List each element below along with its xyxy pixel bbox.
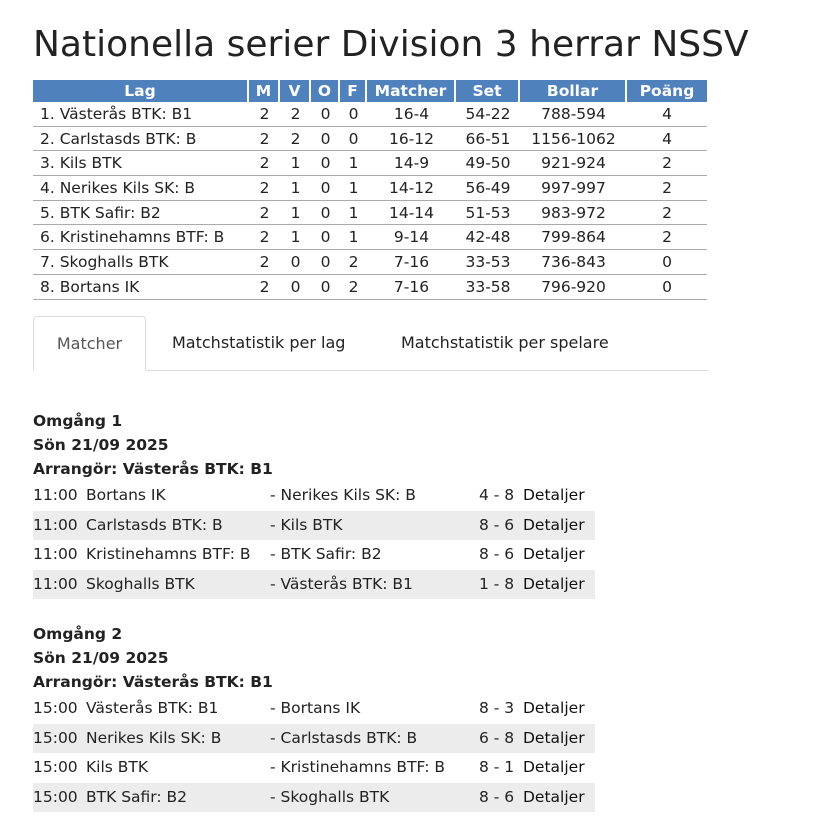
standings-cell-poang: 0 (627, 275, 707, 300)
match-time: 15:00 (33, 758, 78, 776)
standings-table (33, 80, 707, 300)
standings-cell-f: 1 (340, 176, 367, 201)
col-header-bollar[interactable]: Bollar (520, 80, 627, 102)
match-away-team: - Nerikes Kils SK: B (270, 486, 416, 504)
match-away-team: - Kristinehamns BTF: B (270, 758, 446, 776)
match-details-link[interactable]: Detaljer (523, 515, 585, 534)
round-section (33, 409, 595, 599)
standings-row[interactable] (33, 102, 707, 127)
standings-cell-f: 2 (340, 250, 367, 275)
standings-cell-v: 1 (280, 151, 311, 176)
standings-cell-v: 1 (280, 201, 311, 226)
standings-cell-matcher: 7-16 (367, 250, 456, 275)
standings-cell-set: 56-49 (456, 176, 520, 201)
col-header-poang[interactable]: Poäng (627, 80, 707, 102)
standings-cell-poang: 2 (627, 201, 707, 226)
standings-cell-matcher: 14-12 (367, 176, 456, 201)
standings-row[interactable] (33, 201, 707, 226)
standings-row[interactable] (33, 225, 707, 250)
standings-cell-lag[interactable]: 8. Bortans IK (33, 275, 249, 300)
standings-cell-f: 2 (340, 275, 367, 300)
match-row (33, 753, 595, 783)
match-details-link[interactable]: Detaljer (523, 574, 585, 593)
match-result: 1 - 8 (479, 574, 515, 593)
standings-cell-v: 2 (280, 127, 311, 152)
standings-cell-matcher: 7-16 (367, 275, 456, 300)
standings-cell-lag[interactable]: 2. Carlstasds BTK: B (33, 127, 249, 152)
match-time: 11:00 (33, 486, 78, 504)
match-home-team: Kils BTK (86, 758, 149, 776)
standings-cell-bollar: 983-972 (520, 201, 627, 226)
match-result: 8 - 3 (479, 699, 515, 717)
standings-cell-matcher: 14-14 (367, 201, 456, 226)
standings-cell-poang: 2 (627, 176, 707, 201)
standings-cell-matcher: 16-12 (367, 127, 456, 152)
standings-cell-lag[interactable]: 4. Nerikes Kils SK: B (33, 176, 249, 201)
standings-cell-bollar: 796-920 (520, 275, 627, 300)
match-home-team: Skoghalls BTK (86, 574, 195, 593)
match-details-link[interactable]: Detaljer (523, 758, 585, 776)
match-result: 6 - 8 (479, 728, 515, 747)
standings-cell-bollar: 788-594 (520, 102, 627, 127)
match-home-team: Västerås BTK: B1 (86, 699, 219, 717)
standings-cell-m: 2 (249, 176, 280, 201)
standings-cell-m: 2 (249, 151, 280, 176)
standings-cell-v: 2 (280, 102, 311, 127)
standings-cell-m: 2 (249, 127, 280, 152)
standings-cell-m: 2 (249, 250, 280, 275)
standings-cell-bollar: 997-997 (520, 176, 627, 201)
standings-cell-f: 1 (340, 151, 367, 176)
match-away-team: - Bortans IK (270, 699, 361, 717)
standings-row[interactable] (33, 250, 707, 275)
standings-cell-f: 1 (340, 201, 367, 226)
page-title: Nationella serier Division 3 herrar NSSV (33, 24, 749, 65)
standings-cell-matcher: 14-9 (367, 151, 456, 176)
standings-cell-matcher: 9-14 (367, 225, 456, 250)
col-header-set[interactable]: Set (456, 80, 520, 102)
match-home-team: Kristinehamns BTF: B (86, 545, 251, 563)
standings-cell-lag[interactable]: 5. BTK Safir: B2 (33, 201, 249, 226)
standings-cell-o: 0 (311, 250, 340, 275)
standings-cell-m: 2 (249, 275, 280, 300)
standings-cell-poang: 4 (627, 102, 707, 127)
match-home-team: Nerikes Kils SK: B (86, 728, 222, 747)
tab-bar (33, 316, 708, 371)
standings-cell-o: 0 (311, 176, 340, 201)
match-time: 15:00 (33, 728, 78, 747)
standings-cell-m: 2 (249, 225, 280, 250)
match-result: 8 - 6 (479, 515, 515, 534)
standings-cell-v: 1 (280, 176, 311, 201)
match-time: 11:00 (33, 545, 78, 563)
standings-row[interactable] (33, 176, 707, 201)
round-title: Omgång 1 (33, 412, 123, 430)
standings-cell-poang: 4 (627, 127, 707, 152)
match-result: 8 - 1 (479, 758, 515, 776)
match-away-team: - Kils BTK (270, 515, 343, 534)
tab-matchstatistik-per-spelare[interactable]: Matchstatistik per spelare (401, 333, 609, 352)
match-details-link[interactable]: Detaljer (523, 486, 585, 504)
standings-cell-v: 0 (280, 275, 311, 300)
match-result: 8 - 6 (479, 545, 515, 563)
standings-cell-lag[interactable]: 3. Kils BTK (33, 151, 249, 176)
match-details-link[interactable]: Detaljer (523, 787, 585, 806)
standings-cell-set: 54-22 (456, 102, 520, 127)
round-host: Arrangör: Västerås BTK: B1 (33, 673, 273, 691)
match-time: 15:00 (33, 787, 78, 806)
standings-cell-set: 66-51 (456, 127, 520, 152)
match-away-team: - Carlstasds BTK: B (270, 728, 418, 747)
col-header-matcher[interactable]: Matcher (367, 80, 456, 102)
standings-cell-m: 2 (249, 102, 280, 127)
standings-header-row (33, 80, 707, 102)
tab-matcher[interactable]: Matcher (33, 316, 146, 371)
standings-cell-set: 49-50 (456, 151, 520, 176)
match-home-team: Carlstasds BTK: B (86, 515, 223, 534)
match-away-team: - Västerås BTK: B1 (270, 574, 413, 593)
standings-cell-bollar: 799-864 (520, 225, 627, 250)
match-details-link[interactable]: Detaljer (523, 545, 585, 563)
standings-row[interactable] (33, 151, 707, 176)
standings-cell-lag[interactable]: 1. Västerås BTK: B1 (33, 102, 249, 127)
match-away-team: - Skoghalls BTK (270, 787, 390, 806)
standings-row[interactable] (33, 127, 707, 152)
standings-cell-bollar: 1156-1062 (520, 127, 627, 152)
round-title: Omgång 2 (33, 625, 123, 643)
col-header-f[interactable]: F (340, 80, 367, 102)
match-row (33, 724, 595, 754)
standings-cell-v: 0 (280, 250, 311, 275)
col-header-lag[interactable]: Lag (33, 80, 249, 102)
round-date: Sön 21/09 2025 (33, 436, 169, 454)
standings-cell-matcher: 16-4 (367, 102, 456, 127)
standings-cell-bollar: 921-924 (520, 151, 627, 176)
standings-cell-o: 0 (311, 225, 340, 250)
match-home-team: Bortans IK (86, 486, 166, 504)
match-row (33, 540, 595, 570)
standings-cell-o: 0 (311, 127, 340, 152)
col-header-v[interactable]: V (280, 80, 311, 102)
standings-cell-f: 0 (340, 127, 367, 152)
standings-cell-lag[interactable]: 6. Kristinehamns BTF: B (33, 225, 249, 250)
standings-cell-o: 0 (311, 102, 340, 127)
match-time: 15:00 (33, 699, 78, 717)
match-details-link[interactable]: Detaljer (523, 728, 585, 747)
round-section (33, 622, 595, 812)
standings-cell-v: 1 (280, 225, 311, 250)
standings-row[interactable] (33, 275, 707, 300)
tab-matchstatistik-per-lag[interactable]: Matchstatistik per lag (172, 333, 346, 352)
match-result: 4 - 8 (479, 486, 515, 504)
round-host: Arrangör: Västerås BTK: B1 (33, 460, 273, 478)
standings-cell-set: 33-53 (456, 250, 520, 275)
match-row (33, 783, 595, 813)
standings-cell-o: 0 (311, 275, 340, 300)
standings-cell-o: 0 (311, 151, 340, 176)
standings-cell-bollar: 736-843 (520, 250, 627, 275)
match-home-team: BTK Safir: B2 (86, 787, 188, 806)
match-time: 11:00 (33, 515, 78, 534)
match-row (33, 694, 595, 724)
match-row (33, 570, 595, 600)
match-row (33, 481, 595, 511)
standings-cell-poang: 2 (627, 225, 707, 250)
match-row (33, 511, 595, 541)
match-away-team: - BTK Safir: B2 (270, 545, 382, 563)
standings-cell-poang: 0 (627, 250, 707, 275)
col-header-o[interactable]: O (311, 80, 340, 102)
standings-cell-m: 2 (249, 201, 280, 226)
round-date: Sön 21/09 2025 (33, 649, 169, 667)
standings-cell-set: 51-53 (456, 201, 520, 226)
standings-cell-set: 42-48 (456, 225, 520, 250)
match-details-link[interactable]: Detaljer (523, 699, 585, 717)
standings-cell-poang: 2 (627, 151, 707, 176)
standings-cell-o: 0 (311, 201, 340, 226)
standings-cell-f: 1 (340, 225, 367, 250)
match-result: 8 - 6 (479, 787, 515, 806)
match-time: 11:00 (33, 574, 78, 593)
standings-cell-lag[interactable]: 7. Skoghalls BTK (33, 250, 249, 275)
standings-cell-f: 0 (340, 102, 367, 127)
standings-cell-set: 33-58 (456, 275, 520, 300)
col-header-m[interactable]: M (249, 80, 280, 102)
